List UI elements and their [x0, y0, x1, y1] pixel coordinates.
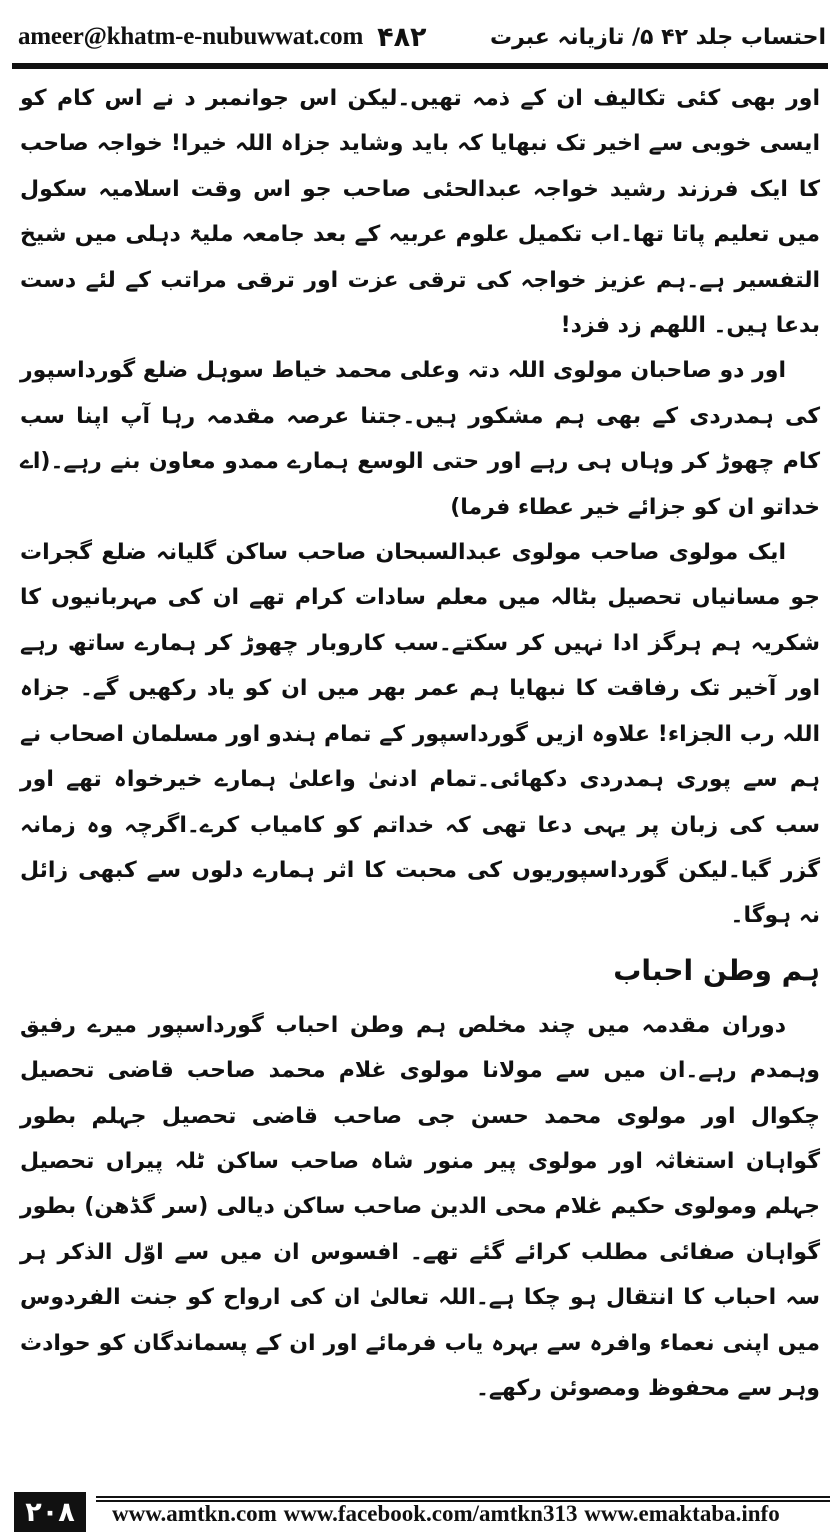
header-book-title: احتساب جلد ۴۲ ۵/ تازیانہ عبرت [490, 24, 826, 50]
header-page-number: ۴۸۲ [377, 21, 427, 53]
header-rule [12, 63, 828, 69]
page-body [20, 76, 820, 1460]
page-header [18, 14, 826, 60]
paragraph-1: اور بھی کئی تکالیف ان کے ذمہ تھیں۔لیکن اس جوانمبر د نے اس کام کو ایسی خوبی سے اخیر تک نبھایا کہ باید وشاید جزاہ اللہ خیرا! خواجہ صاحب کا ایک فرزند رشید خواجہ عبدالحئی صاحب جو اس وقت اسلامیہ سکول میں تعلیم پاتا تھا۔اب تکمیل علوم عربیہ کے بعد جامعہ ملیۃ دہلی میں شیخ التفسیر ہے۔ہم عزیز خواجہ کی ترقی عزت اور ترقی مراتب کے لئے دست بدعا ہیں۔ اللھم زد فزد! [20, 86, 820, 339]
section-heading: ہم وطن احباب [613, 953, 820, 987]
header-email: ameer@khatm-e-nubuwwat.com [18, 23, 364, 50]
paragraph-2: اور دو صاحبان مولوی اللہ دتہ وعلی محمد خیاط سوہل ضلع گورداسپور کی ہمدردی کے بھی ہم مشکور ہیں۔جتنا عرصہ مقدمہ رہا آپ اپنا سب کام چھوڑ کر وہاں ہی رہے اور حتی الوسع ہمارے ممدو معاون بنے رہے۔(اے خداتو ان کو جزائے خیر عطاء فرما) [20, 358, 820, 520]
footer-urls: www.amtkn.com www.facebook.com/amtkn313 www.emaktaba.info [112, 1501, 780, 1526]
page-footer [14, 1492, 830, 1532]
paragraph-3: ایک مولوی صاحب مولوی عبدالسبحان صاحب ساکن گلیانہ ضلع گجرات جو مسانیاں تحصیل بٹالہ میں معلم سادات کرام تھے ان کی مہربانیوں کا شکریہ ہم ہرگز ادا نہیں کر سکتے۔سب کاروبار چھوڑ کر ہمارے ساتھ رہے اور آخیر تک رفاقت کا نبھایا ہم عمر بھر میں ان کو یاد رکھیں گے۔ جزاہ اللہ رب الجزاء! علاوہ ازیں گورداسپور کے تمام ہندو اور مسلمان اصحاب نے ہم سے پوری ہمدردی دکھائی۔تمام ادنیٰ واعلیٰ ہمارے خیرخواہ تھے اور سب کی زبان پر یہی دعا تھی کہ خداتم کو کامیاب کرے۔اگرچہ وہ زمانہ گزر گیا۔لیکن گورداسپوریوں کی محبت کا اثر ہمارے دلوں سے کبھی زائل نہ ہوگا۔ [20, 540, 820, 929]
paragraph-4: دوران مقدمہ میں چند مخلص ہم وطن احباب گورداسپور میرے رفیق وہمدم رہے۔ان میں سے مولانا مولوی غلام محمد صاحب قاضی تحصیل چکوال اور مولوی محمد حسن جی صاحب قاضی تحصیل جہلم بطور گواہان استغاثہ اور مولوی پیر منور شاہ صاحب ساکن ٹلہ پیراں تحصیل جہلم ومولوی حکیم غلام محی الدین صاحب ساکن دیالی (سر گڈھن) بطور گواہان صفائی مطلب کرائے گئے تھے۔ افسوس ان میں سے اوّل الذکر ہر سہ احباب کا انتقال ہو چکا ہے۔اللہ تعالیٰ ان کی ارواح کو جنت الفردوس میں اپنی نعماء وافرہ سے بہرہ یاب فرمائے اور ان کے پسماندگان کو حوادث وہر سے محفوظ ومصوئن رکھے۔ [20, 1012, 820, 1401]
footer-page-number: ۲۰۸ [14, 1492, 86, 1532]
header-left [18, 22, 427, 53]
